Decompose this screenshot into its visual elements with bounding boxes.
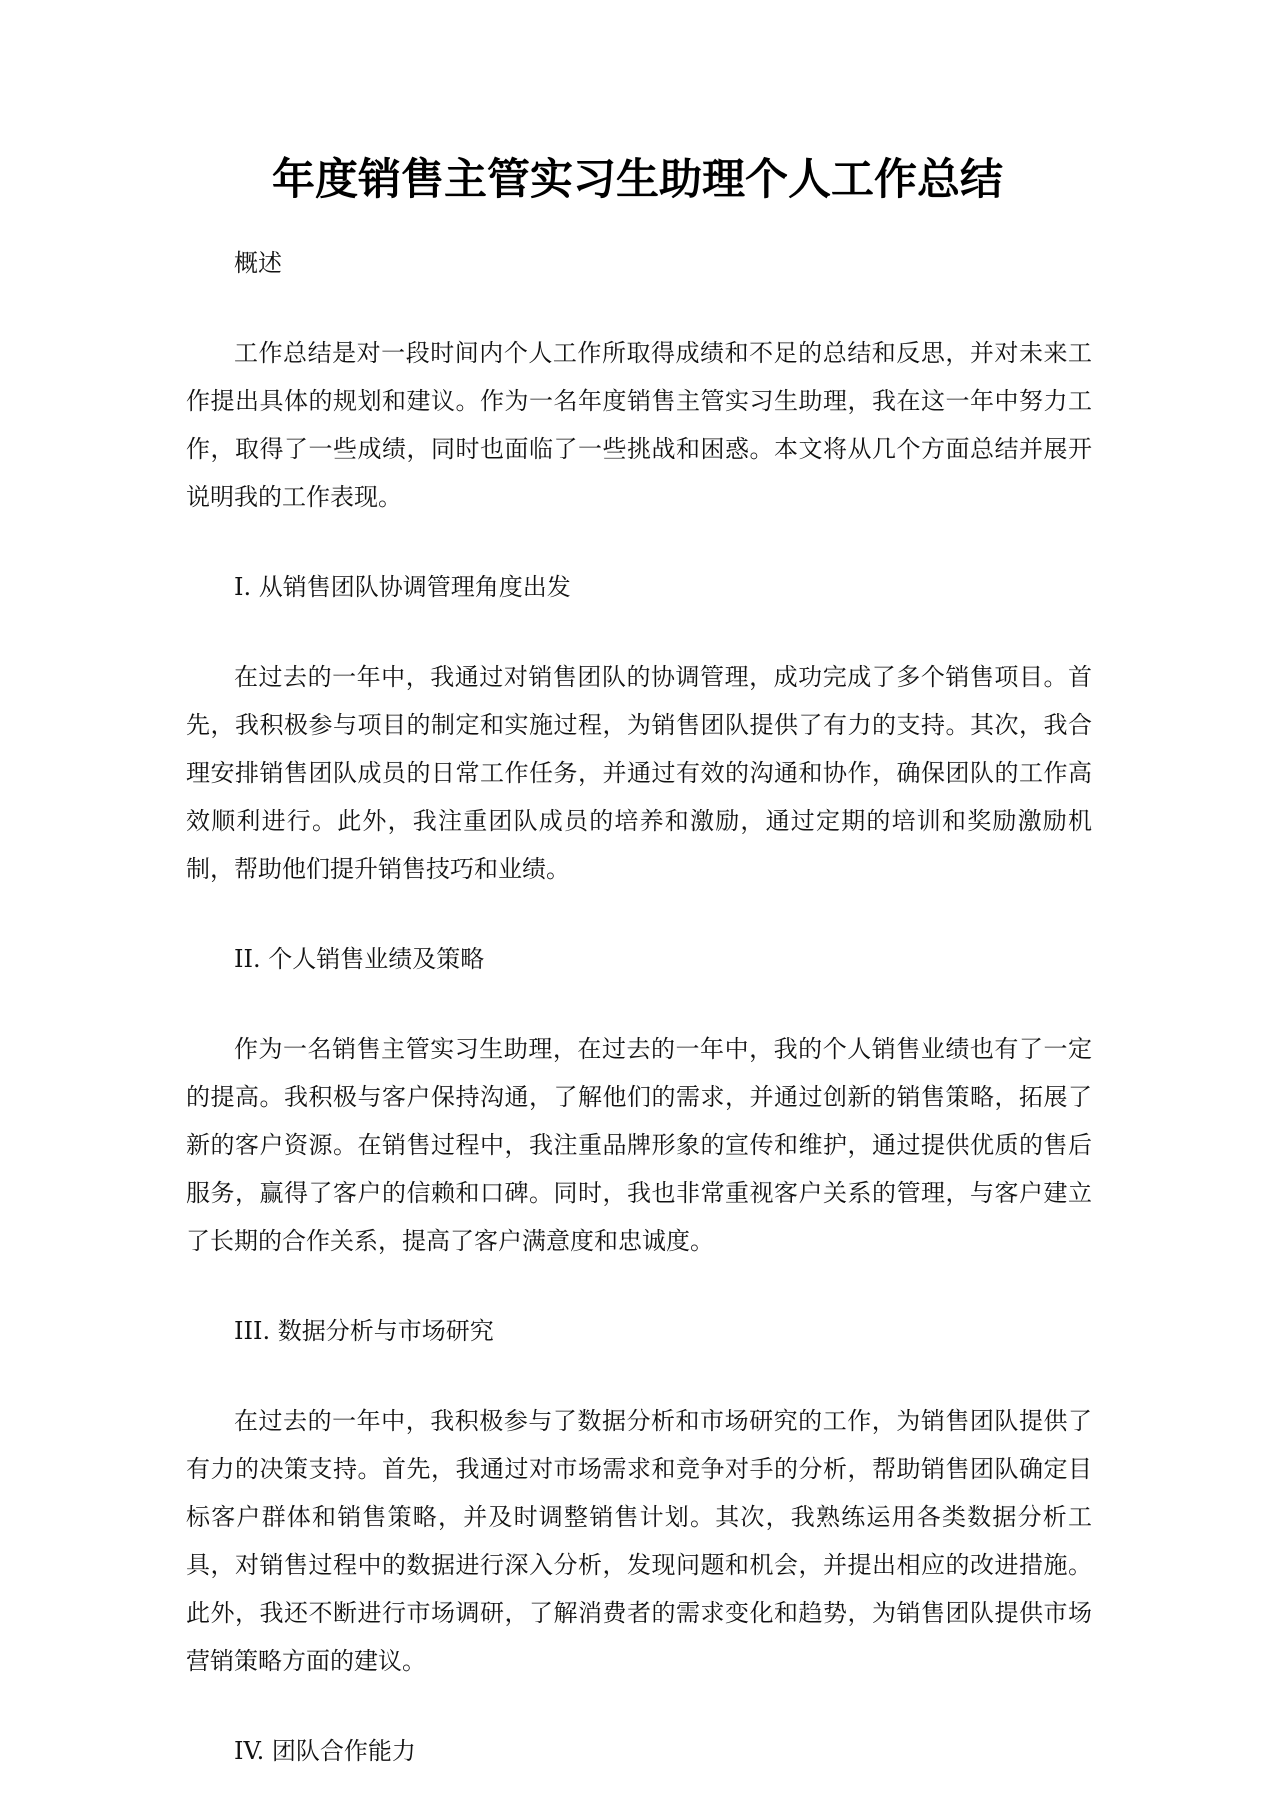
section-heading-3: III. 数据分析与市场研究 [234,1317,494,1345]
section-heading-4: IV. 团队合作能力 [234,1737,416,1765]
page-title: 年度销售主管实习生助理个人工作总结 [272,155,1003,205]
paragraph-3: 在过去的一年中，我积极参与了数据分析和市场研究的工作，为销售团队提供了有力的决策支持。首先，我通过对市场需求和竞争对手的分析，帮助销售团队确定目标客户群体和销售策略，并及时调整销售计划。其次，我熟练运用各类数据分析工具，对销售过程中的数据进行深入分析，发现问题和机会，并提出相应的改进措施。此外，我还不断进行市场调研，了解消费者的需求变化和趋势，为销售团队提供市场营销策略方面的建议。 [186,1407,1092,1675]
section-heading-1: I. 从销售团队协调管理角度出发 [234,573,571,601]
section-heading-overview: 概述 [234,249,282,277]
paragraph-1: 在过去的一年中，我通过对销售团队的协调管理，成功完成了多个销售项目。首先，我积极参与项目的制定和实施过程，为销售团队提供了有力的支持。其次，我合理安排销售团队成员的日常工作任务，并通过有效的沟通和协作，确保团队的工作高效顺利进行。此外，我注重团队成员的培养和激励，通过定期的培训和奖励激励机制，帮助他们提升销售技巧和业绩。 [186,663,1092,883]
paragraph-2: 作为一名销售主管实习生助理，在过去的一年中，我的个人销售业绩也有了一定的提高。我积极与客户保持沟通，了解他们的需求，并通过创新的销售策略，拓展了新的客户资源。在销售过程中，我注重品牌形象的宣传和维护，通过提供优质的售后服务，赢得了客户的信赖和口碑。同时，我也非常重视客户关系的管理，与客户建立了长期的合作关系，提高了客户满意度和忠诚度。 [186,1035,1092,1255]
paragraph-overview: 工作总结是对一段时间内个人工作所取得成绩和不足的总结和反思，并对未来工作提出具体的规划和建议。作为一名年度销售主管实习生助理，我在这一年中努力工作，取得了一些成绩，同时也面临了一些挑战和困惑。本文将从几个方面总结并展开说明我的工作表现。 [186,339,1092,511]
document-body [186,239,1092,1817]
section-heading-2: II. 个人销售业绩及策略 [234,945,485,973]
